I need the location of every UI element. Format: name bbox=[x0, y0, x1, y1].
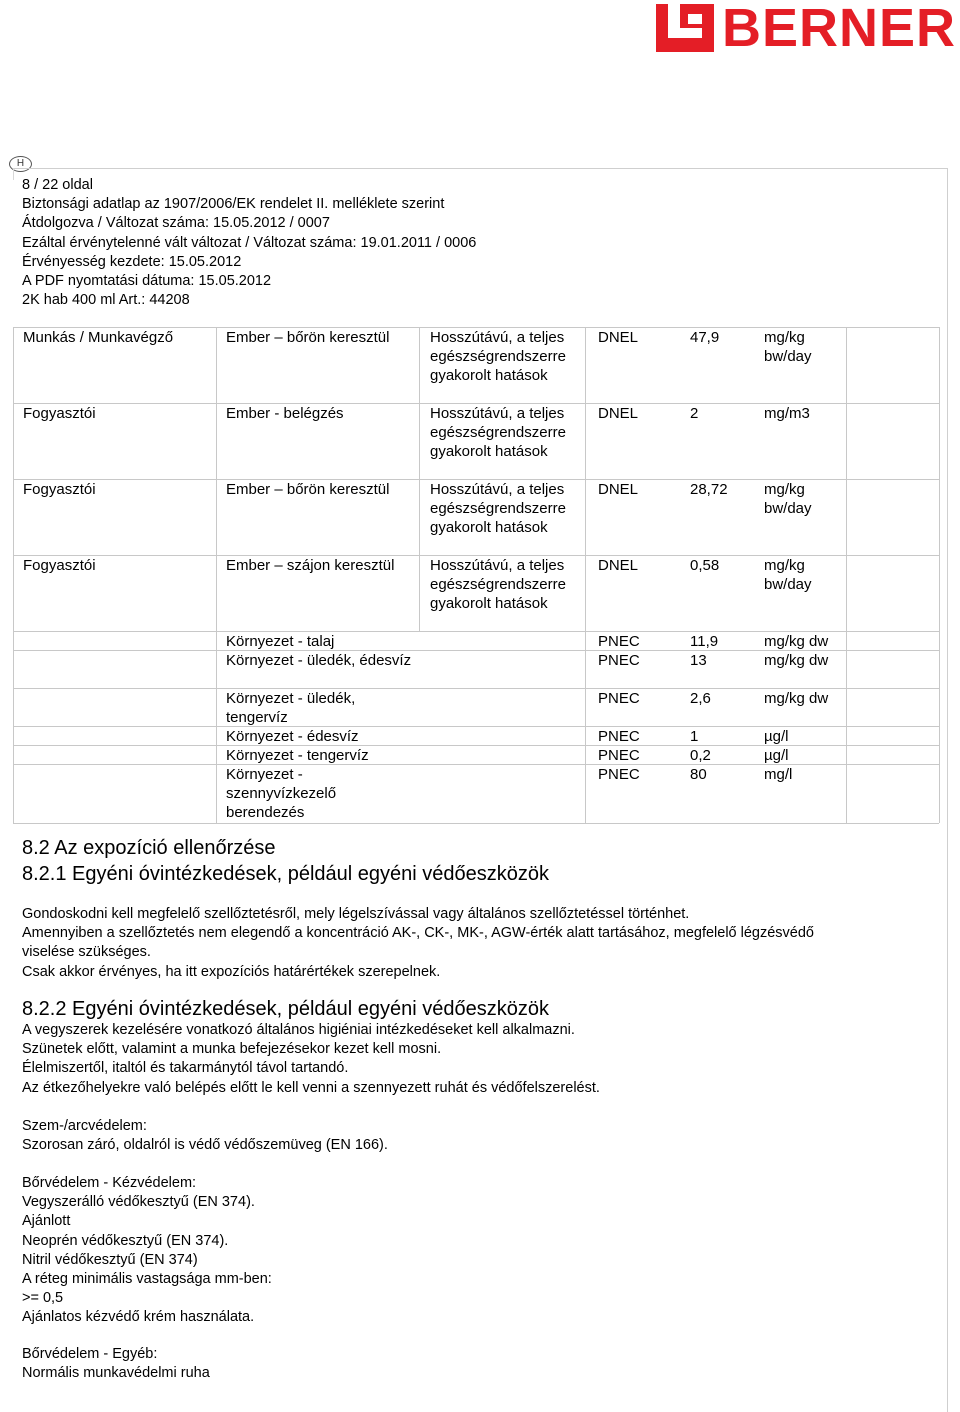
hand-protection-line: Nitril védőkesztyű (EN 374) bbox=[22, 1251, 198, 1268]
hygiene-line: Szünetek előtt, valamint a munka befejezésekor kezet kell mosni. bbox=[22, 1041, 442, 1058]
header-print-date: A PDF nyomtatási dátuma: 15.05.2012 bbox=[22, 273, 272, 290]
brand-name: BERNER bbox=[722, 0, 957, 58]
table-cell-route: Ember – bőrön keresztül bbox=[226, 481, 390, 498]
table-cell-route: Környezet - üledék, tengervíz bbox=[226, 690, 356, 726]
header-superseded: Ezáltal érvénytelenné vált változat / Változat száma: 19.01.2011 / 0006 bbox=[22, 234, 477, 251]
table-cell-value: 13 bbox=[690, 652, 707, 669]
table-cell-route: Környezet - édesvíz bbox=[226, 728, 359, 745]
page-frame-left bbox=[13, 168, 14, 180]
hand-protection-line: Vegyszerálló védőkesztyű (EN 374). bbox=[22, 1194, 255, 1211]
section-8-2-title: 8.2 Az expozíció ellenőrzése bbox=[22, 837, 276, 859]
table-cell-effect: Hosszútávú, a teljes egészségrendszerre gyakorolt hatások bbox=[430, 481, 566, 536]
table-cell-type: PNEC bbox=[598, 652, 640, 669]
other-protection-label: Bőrvédelem - Egyéb: bbox=[22, 1346, 158, 1362]
table-cell-unit: mg/m3 bbox=[764, 405, 810, 422]
table-row-divider bbox=[13, 823, 939, 824]
table-column-divider bbox=[419, 327, 420, 631]
table-cell-unit: mg/kg dw bbox=[764, 690, 829, 707]
hygiene-line: Élelmiszertől, italtól és takarmánytól távol tartandó. bbox=[22, 1060, 349, 1077]
table-cell-type: PNEC bbox=[598, 690, 640, 707]
page-frame-top bbox=[13, 168, 948, 169]
header-revision: Átdolgozva / Változat száma: 15.05.2012 / 0007 bbox=[22, 215, 330, 232]
page-frame-right bbox=[947, 168, 948, 1412]
hand-protection bbox=[22, 1174, 272, 1328]
table-cell-route: Környezet - talaj bbox=[226, 633, 335, 650]
table-cell-effect: Hosszútávú, a teljes egészségrendszerre gyakorolt hatások bbox=[430, 405, 566, 460]
hand-protection-line: Ajánlatos kézvédő krém használata. bbox=[22, 1309, 255, 1326]
document-header bbox=[22, 176, 476, 310]
table-cell-value: 2,6 bbox=[690, 690, 711, 707]
hand-protection-line: A réteg minimális vastagsága mm-ben: bbox=[22, 1271, 272, 1288]
limit-note: Csak akkor érvényes, ha itt expozíciós határértékek szerepelnek. bbox=[22, 963, 441, 980]
table-cell-route: Környezet - tengervíz bbox=[226, 747, 369, 764]
other-protection-text: Normális munkavédelmi ruha bbox=[22, 1365, 210, 1382]
table-cell-type: PNEC bbox=[598, 747, 640, 764]
table-cell-type: DNEL bbox=[598, 405, 639, 422]
table-cell-unit: mg/kg dw bbox=[764, 633, 829, 650]
table-cell-group: Munkás / Munkavégző bbox=[23, 329, 174, 346]
table-cell-unit: µg/l bbox=[764, 747, 789, 764]
language-badge: H bbox=[9, 156, 32, 172]
table-cell-group: Fogyasztói bbox=[23, 481, 96, 498]
table-cell-type: PNEC bbox=[598, 766, 640, 783]
table-cell-value: 47,9 bbox=[690, 329, 720, 346]
hand-protection-line: Ajánlott bbox=[22, 1213, 71, 1230]
page-number: 8 / 22 oldal bbox=[22, 177, 93, 193]
table-cell-type: PNEC bbox=[598, 633, 640, 650]
table-cell-value: 0,2 bbox=[690, 747, 711, 764]
table-cell-type: DNEL bbox=[598, 557, 639, 574]
eye-protection-text: Szorosan záró, oldalról is védő védőszemüveg (EN 166). bbox=[22, 1137, 388, 1154]
table-column-divider bbox=[846, 327, 847, 823]
table-cell-value: 0,58 bbox=[690, 557, 720, 574]
respiratory-line-cont: viselése szükséges. bbox=[22, 944, 151, 961]
header-validity: Érvényesség kezdete: 15.05.2012 bbox=[22, 253, 242, 270]
table-cell-group: Fogyasztói bbox=[23, 405, 96, 422]
table-cell-type: PNEC bbox=[598, 728, 640, 745]
section-8-2-1-title: 8.2.1 Egyéni óvintézkedések, például egyéni védőeszközök bbox=[22, 863, 550, 885]
dnel-pnec-table bbox=[13, 327, 939, 823]
table-cell-value: 28,72 bbox=[690, 481, 728, 498]
table-cell-type: DNEL bbox=[598, 329, 639, 346]
respiratory-line: Amennyiben a szellőztetés nem elegendő a koncentráció AK-, CK-, MK-, AGW-érték alatt tartásához, megfelelő légzésvédő bbox=[22, 925, 814, 942]
other-protection bbox=[22, 1345, 210, 1383]
table-cell-value: 1 bbox=[690, 728, 699, 745]
hand-protection-line: Neoprén védőkesztyű (EN 374). bbox=[22, 1232, 229, 1249]
table-cell-route: Ember - belégzés bbox=[226, 405, 344, 422]
table-cell-unit: µg/l bbox=[764, 728, 789, 745]
table-cell-unit: mg/kg bw/day bbox=[764, 329, 812, 365]
table-column-divider bbox=[13, 327, 14, 823]
hygiene-line: Az étkezőhelyekre való belépés előtt le kell venni a szennyezett ruhát és védőfelszerelést. bbox=[22, 1079, 600, 1096]
berner-logo-mark-icon bbox=[656, 4, 714, 52]
table-column-divider bbox=[939, 327, 940, 823]
table-cell-value: 80 bbox=[690, 766, 707, 783]
table-cell-route: Környezet - üledék, édesvíz bbox=[226, 652, 412, 669]
table-cell-route: Ember – bőrön keresztül bbox=[226, 329, 390, 346]
table-cell-route: Ember – szájon keresztül bbox=[226, 557, 395, 574]
table-cell-value: 2 bbox=[690, 405, 699, 422]
table-cell-type: DNEL bbox=[598, 481, 639, 498]
table-cell-route: Környezet - szennyvízkezelő berendezés bbox=[226, 766, 337, 821]
table-cell-unit: mg/kg bw/day bbox=[764, 481, 812, 517]
berner-logo bbox=[656, 0, 960, 58]
table-cell-group: Fogyasztói bbox=[23, 557, 96, 574]
table-column-divider bbox=[585, 327, 586, 823]
hygiene-paragraph bbox=[22, 1021, 600, 1098]
header-regulation: Biztonsági adatlap az 1907/2006/EK rendelet II. melléklete szerint bbox=[22, 196, 445, 213]
header-product: 2K hab 400 ml Art.: 44208 bbox=[22, 292, 190, 309]
ventilation-paragraph bbox=[22, 905, 814, 982]
hygiene-line: A vegyszerek kezelésére vonatkozó általános higiéniai intézkedéseket kell alkalmazni. bbox=[22, 1022, 575, 1038]
ventilation-line: Gondoskodni kell megfelelő szellőztetésről, mely légelszívással vagy általános szellőztetéssel történhet. bbox=[22, 906, 690, 922]
table-cell-unit: mg/kg bw/day bbox=[764, 557, 812, 593]
table-cell-effect: Hosszútávú, a teljes egészségrendszerre gyakorolt hatások bbox=[430, 557, 566, 612]
table-cell-effect: Hosszútávú, a teljes egészségrendszerre gyakorolt hatások bbox=[430, 329, 566, 384]
eye-protection bbox=[22, 1117, 388, 1155]
section-8-2-2-title: 8.2.2 Egyéni óvintézkedések, például egyéni védőeszközök bbox=[22, 998, 550, 1020]
hand-protection-label: Bőrvédelem - Kézvédelem: bbox=[22, 1175, 197, 1191]
table-cell-unit: mg/l bbox=[764, 766, 793, 783]
table-cell-unit: mg/kg dw bbox=[764, 652, 829, 669]
eye-protection-label: Szem-/arcvédelem: bbox=[22, 1118, 147, 1134]
table-column-divider bbox=[216, 327, 217, 823]
hand-protection-line: >= 0,5 bbox=[22, 1290, 64, 1307]
table-cell-value: 11,9 bbox=[690, 633, 719, 650]
